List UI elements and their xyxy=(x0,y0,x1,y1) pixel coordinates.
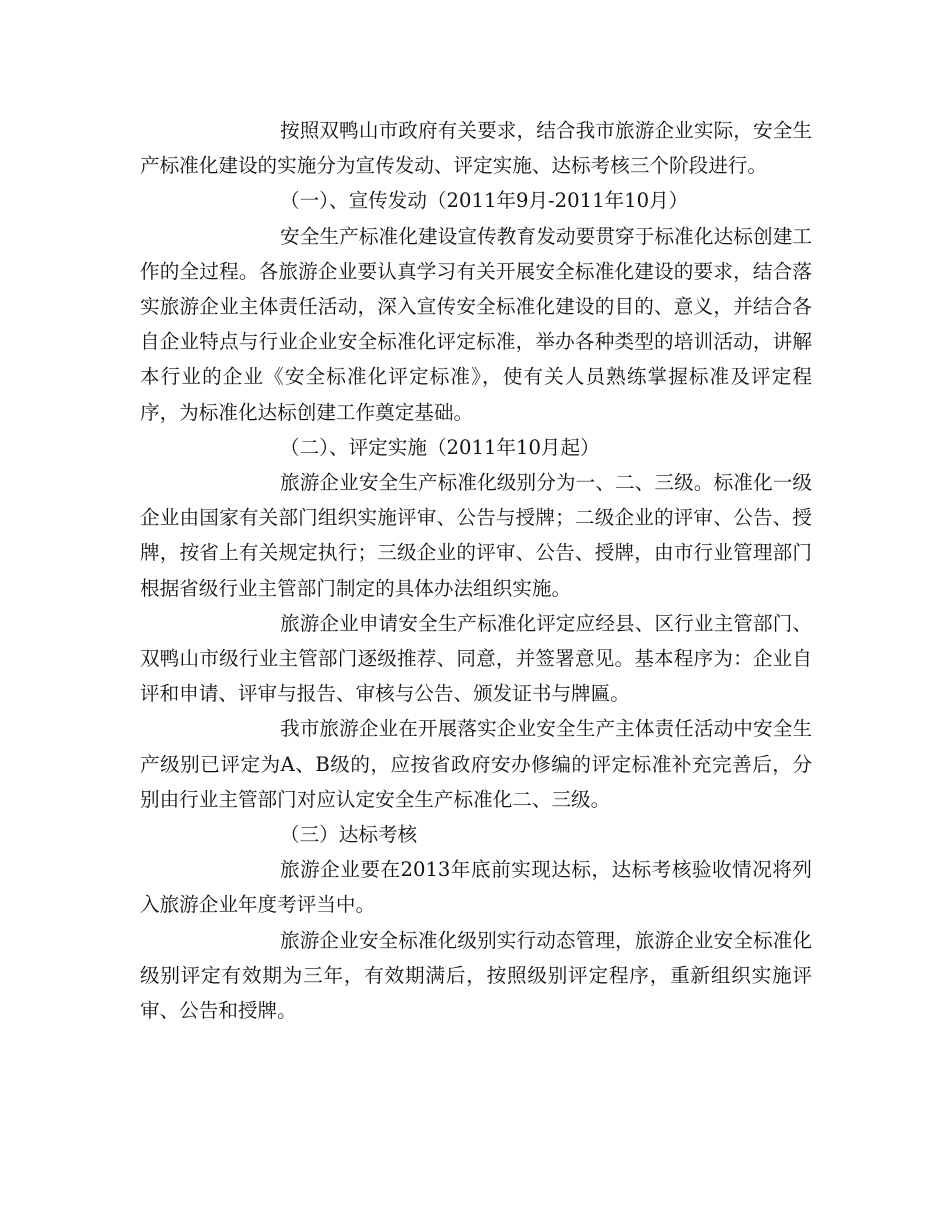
document-body xyxy=(140,113,812,1028)
assessment-levels-paragraph: 旅游企业安全生产标准化级别分为一、二、三级。标准化一级企业由国家有关部门组织实施评审、公告与授牌；二级企业的评审、公告、授牌，按省上有关规定执行；三级企业的评审、公告、授牌，由市行业管理部门根据省级行业主管部门制定的具体办法组织实施。 xyxy=(140,471,812,600)
section-heading-assessment: （二）、评定实施（2011年10月起） xyxy=(280,435,600,459)
compliance-deadline-paragraph: 旅游企业要在2013年底前实现达标，达标考核验收情况将列入旅游企业年度考评当中。 xyxy=(140,858,812,917)
section-heading-publicity: （一）、宣传发动（2011年9月-2011年10月） xyxy=(280,189,689,213)
section-heading-compliance: （三）达标考核 xyxy=(280,823,418,847)
compliance-management-paragraph: 旅游企业安全标准化级别实行动态管理，旅游企业安全标准化级别评定有效期为三年，有效期满后，按照级别评定程序，重新组织实施评审、公告和授牌。 xyxy=(140,928,812,1023)
assessment-procedure-paragraph: 旅游企业申请安全生产标准化评定应经县、区行业主管部门、双鸭山市级行业主管部门逐级推荐、同意，并签署意见。基本程序为：企业自评和申请、评审与报告、审核与公告、颁发证书与牌匾。 xyxy=(140,611,812,706)
intro-paragraph: 按照双鸭山市政府有关要求，结合我市旅游企业实际，安全生产标准化建设的实施分为宣传发动、评定实施、达标考核三个阶段进行。 xyxy=(140,119,812,178)
publicity-paragraph: 安全生产标准化建设宣传教育发动要贯穿于标准化达标创建工作的全过程。各旅游企业要认真学习有关开展安全标准化建设的要求，结合落实旅游企业主体责任活动，深入宣传安全标准化建设的目的、意义，并结合各自企业特点与行业企业安全标准化评定标准，举办各种类型的培训活动，讲解本行业的企业《安全标准化评定标准》，使有关人员熟练掌握标准及评定程序，为标准化达标创建工作奠定基础。 xyxy=(140,224,812,424)
assessment-recognition-paragraph: 我市旅游企业在开展落实企业安全生产主体责任活动中安全生产级别已评定为A、B级的，应按省政府安办修编的评定标准补充完善后，分别由行业主管部门对应认定安全生产标准化二、三级。 xyxy=(140,717,812,811)
